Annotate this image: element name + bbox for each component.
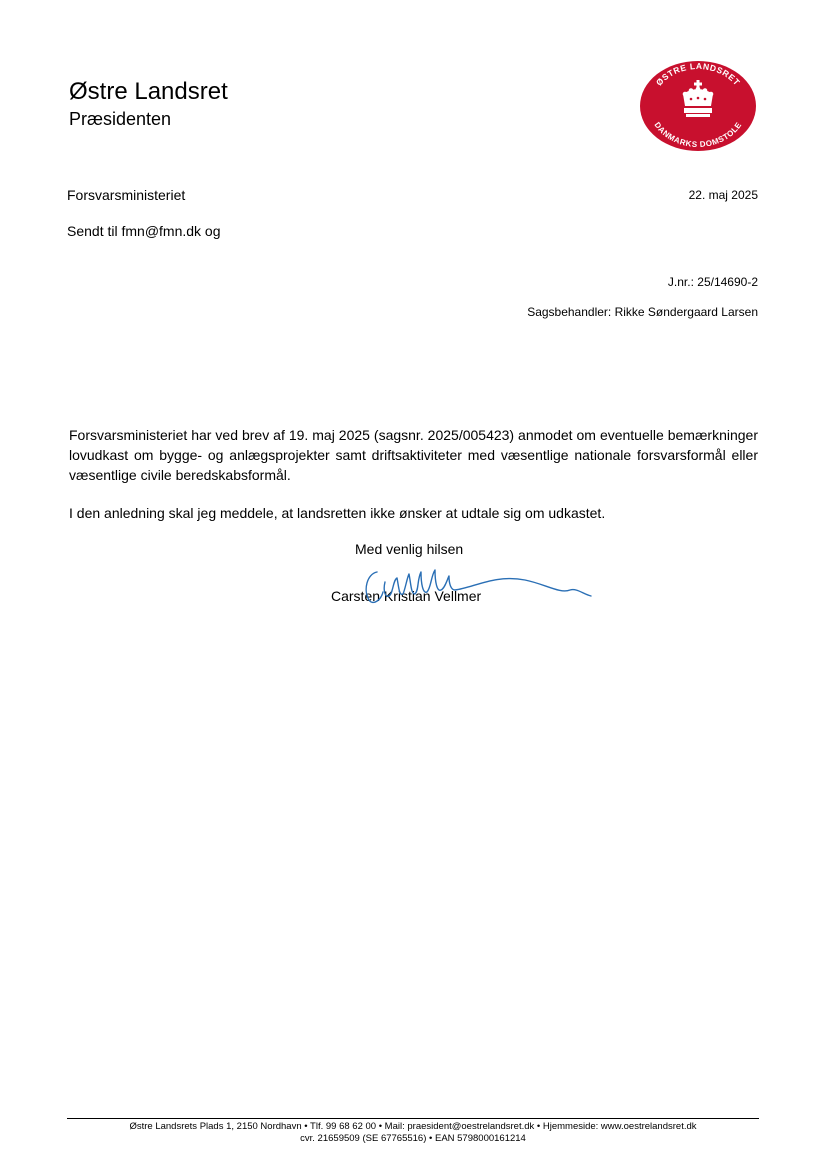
- recipient-name: Forsvarsministeriet: [67, 187, 186, 203]
- handwritten-signature: [355, 560, 595, 610]
- journal-number: J.nr.: 25/14690-2: [667, 275, 758, 289]
- footer-registration-line: cvr. 21659509 (SE 67765516) • EAN 5798000161214: [300, 1133, 526, 1144]
- court-name: Østre Landsret: [69, 78, 228, 105]
- court-logo: [639, 60, 757, 152]
- closing-greeting: Med venlig hilsen: [355, 541, 464, 557]
- body-paragraph-1: Forsvarsministeriet har ved brev af 19. maj 2025 (sagsnr. 2025/005423) anmodet om eventuelle bemærkninger lovudkast om bygge- og anlægsprojekter samt driftsaktiviteter med væsentlige nationale forsvarsformål eller væsentlige civile beredskabsformål.: [69, 427, 758, 483]
- footer: [67, 1121, 759, 1145]
- letter-date: 22. maj 2025: [688, 188, 758, 202]
- signer-name: Carsten Kristian Vellmer: [331, 588, 482, 604]
- footer-address-line: Østre Landsrets Plads 1, 2150 Nordhavn • Tlf. 99 68 62 00 • Mail: praesident@oestrelandsret.dk • Hjemmeside: www.oestrelandsret.dk: [129, 1121, 697, 1132]
- sent-to-line: Sendt til fmn@fmn.dk og: [67, 223, 221, 239]
- footer-divider: [67, 1118, 759, 1119]
- body-paragraph-2: I den anledning skal jeg meddele, at landsretten ikke ønsker at udtale sig om udkastet.: [69, 505, 606, 521]
- logo-bottom-text: DANMARKS DOMSTOLE: [652, 120, 744, 150]
- case-handler: Sagsbehandler: Rikke Søndergaard Larsen: [527, 305, 758, 319]
- department-title: Præsidenten: [69, 109, 172, 129]
- logo-top-text: ØSTRE LANDSRET: [653, 60, 743, 88]
